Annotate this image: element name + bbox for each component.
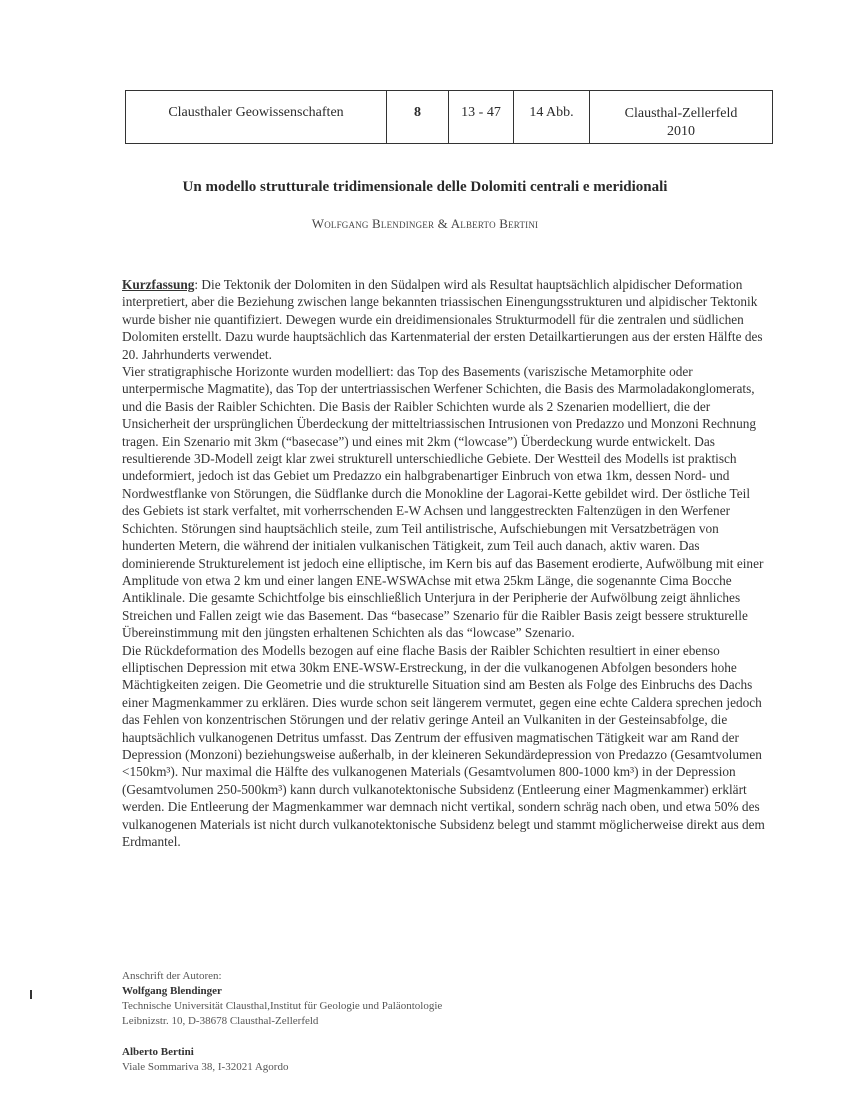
abstract: [122, 276, 770, 850]
abstract-paragraph-2: Vier stratigraphische Horizonte wurden modelliert: das Top des Basements (variszische Metamorphite oder unterpermische Magmatite), das Top der untertriassischen Werfener Schichten, die Basis des Marmoladakonglomerats, und die Basis der Raibler Schichten. Die Basis der Raibler Schichten wurde als 2 Szenarien modelliert, die der Unsicherheit der ursprünglichen Überdeckung der mitteltriassischen Intrusionen von Predazzo und Monzoni Rechnung tragen. Ein Szenario mit 3km (“basecase”) und eines mit 2km (“lowcase”) Überdeckung wurde entwickelt. Das resultierende 3D-Modell zeigt klar zwei strukturell unterschiedliche Gebiete. Der Westteil des Modells ist praktisch undeformiert, jedoch ist das Gebiet um Predazzo ein halbgrabenartiger Einbruch von etwa 1km, dessen Nord- und Nordwestflanke von Störungen, die Südflanke durch die Monokline der Lagorai-Kette gebildet wird. Der östliche Teil des Gebiets ist stark verfaltet, mit vorherrschenden E-W Achsen und langgestreckten Faltenzügen in den Werfener Schichten. Störungen sind hauptsächlich steile, zum Teil antilistrische, Aufschiebungen mit Versatzbeträgen von hunderten Metern, die während der initialen vulkanischen Tätigkeit, zum Teil auch danach, aktiv waren. Das dominierende Strukturelement ist jedoch eine elliptische, im Kern bis auf das Basement erodierte, Aufwölbung mit einer Amplitude von etwa 2 km und einer langen ENE-WSWAchse mit etwa 25km Länge, die sogenannte Cima Bocche Antiklinale. Die gesamte Schichtfolge bis einschließlich Unterjura in der Peripherie der Aufwölbung zeigt ähnliches Streichen und Fallen zeigt wie das Basement. Das “basecase” Szenario für die Raibler Basis zeigt bessere strukturelle Übereinstimmung mit den jüngsten erhaltenen Schichten als das “lowcase” Szenario.: [122, 364, 764, 641]
volume-number: 8: [387, 91, 449, 143]
abstract-text-1: : Die Tektonik der Dolomiten in den Südalpen wird als Resultat hauptsächlich alpidischer Deformation interpretiert, aber die Beziehung zwischen lange bekannten triassischen Einengungsstrukturen und alpidischer Tektonik wurde bisher nie quantifiziert. Dewegen wurde ein dreidimensionales Strukturmodell für die zentralen und südlichen Dolomiten erstellt. Dazu wurde hauptsächlich das Kartenmaterial der ersten Detailkartierungen aus der ersten Hälfte des 20. Jahrhunderts verwendet.: [122, 277, 763, 362]
journal-name: Clausthaler Geowissenschaften: [126, 91, 387, 143]
publication-info-table: [125, 90, 773, 144]
figure-count: 14 Abb.: [514, 91, 590, 143]
author1-institution: Technische Universität Clausthal,Institut für Geologie und Paläontologie: [122, 1000, 443, 1012]
page-range: 13 - 47: [449, 91, 514, 143]
publication-year: 2010: [666, 124, 695, 139]
abstract-label: Kurzfassung: [122, 277, 195, 292]
paper-title: Un modello strutturale tridimensionale delle Dolomiti centrali e meridionali: [182, 179, 668, 195]
abstract-paragraph-1: [122, 276, 770, 363]
author-addresses: [122, 969, 442, 1075]
abstract-paragraph-3: Die Rückdeformation des Modells bezogen auf eine flache Basis der Raibler Schichten resultiert in einer ebenso elliptischen Depression mit etwa 30km ENE-WSW-Erstreckung, in der die vulkanogenen Abfolgen besonders hohe Mächtigkeiten zeigen. Die Geometrie und die strukturelle Situation sind am Besten als Folge des Einbruchs des Dachs einer Magmenkammer zu erklären. Dies wurde schon seit längerem vermutet, gegen eine echte Caldera sprechen jedoch das Fehlen von konzentrischen Störungen und der relativ geringe Anteil an Vulkaniten in der Gesteinsabfolge, die hauptsächlich vulkanogenen Detritus umfasst. Das Zentrum der effusiven magmatischen Tätigkeit war am Rand der Depression (Monzoni) beziehungsweise außerhalb, in der kleineren Sekundärdepression von Predazzo (Gesamtvolumen <150km³). Nur maximal die Hälfte des vulkanogenen Materials (Gesamtvolumen 800-1000 km³) in der Depression (Gesamtvolumen 250-500km³) kann durch vulkanotektonische Subsidenz (Entleerung einer Magmenkammer) erklärt werden. Die Entleerung der Magmenkammer war demnach nicht vertikal, sondern schräg nach oben, und etwa 50% des vulkanogenen Materials ist nicht durch vulkanotektonische Subsidenz belegt und stammt möglicherweise direkt aus dem Erdmantel.: [122, 642, 765, 849]
author2-address: Viale Sommariva 38, I-32021 Agordo: [122, 1061, 289, 1073]
author1-name: Wolfgang Blendinger: [122, 985, 222, 997]
publication-place: Clausthal-Zellerfeld: [624, 106, 738, 121]
paper-authors: Wolfgang Blendinger & Alberto Bertini: [311, 216, 539, 231]
address-heading: Anschrift der Autoren:: [122, 970, 222, 982]
author2-name: Alberto Bertini: [122, 1046, 194, 1058]
place-year: [590, 91, 772, 143]
author1-address: Leibnizstr. 10, D-38678 Clausthal-Zellerfeld: [122, 1015, 319, 1027]
scan-mark: [30, 990, 32, 999]
